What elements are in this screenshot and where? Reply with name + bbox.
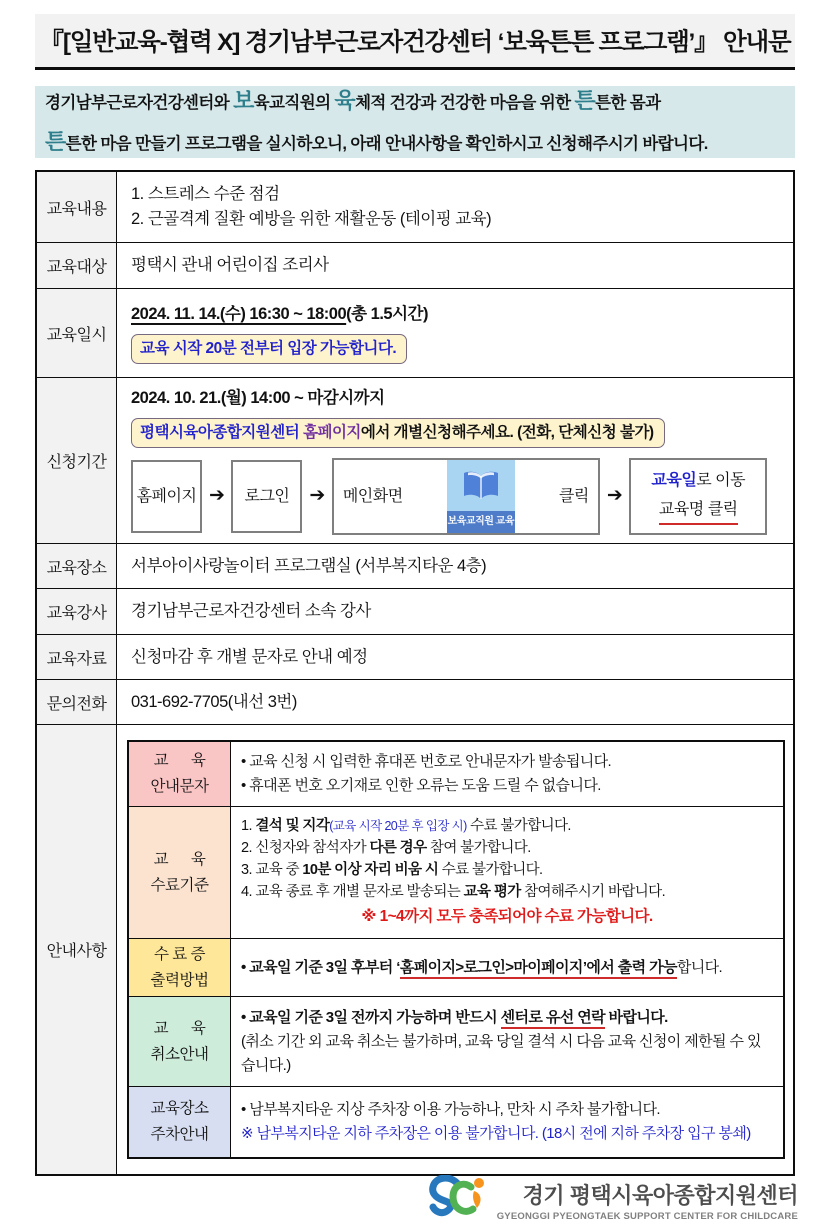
row-label: 문의전화 — [37, 680, 117, 724]
highlight-char: 보 — [233, 88, 254, 114]
highlight-char: 튼 — [45, 129, 66, 154]
row-body: 평택시 관내 어린이집 조리사 — [117, 243, 793, 288]
footer-center-name-english: GYEONGGI PYEONGTAEK SUPPORT CENTER FOR CHILDCARE — [496, 1211, 798, 1222]
row-body — [117, 725, 793, 1174]
intro-line-1: 경기남부근로자건강센터와 보육교직원의 육체적 건강과 건강한 마음을 위한 튼튼한 몸과 — [45, 88, 661, 114]
notice-body: • 남부복지타운 지상 주차장 이용 가능하나, 만차 시 주차 불가합니다. ※ 남부복지타운 지하 주차장은 이용 불가합니다. (18시 전에 지하 주차장 입구 봉쇄) — [241, 1101, 751, 1142]
row-phone — [37, 679, 793, 724]
course-move-line: 교육일로 이동 — [651, 471, 746, 489]
content-line-1: 1. 스트레스 수준 점검 — [131, 185, 280, 204]
row-edu-target — [37, 242, 793, 288]
row-edu-content — [37, 172, 793, 242]
notice-parking-row — [129, 1086, 783, 1157]
page-title-text: 『[일반교육-협력 X] 경기남부근로자건강센터 ‘보육튼튼 프로그램’』 안내문 — [39, 29, 791, 56]
footer-center-name: 경기 평택시육아종합지원센터 — [522, 1183, 798, 1208]
row-apply-period — [37, 377, 793, 543]
intro-banner — [35, 86, 795, 158]
edu-menu-tile — [447, 460, 515, 533]
arrow-right-icon: ➔ — [309, 485, 325, 507]
notice-label: 교육장소 주차안내 — [129, 1087, 231, 1157]
row-body: 신청마감 후 개별 문자로 안내 예정 — [117, 635, 793, 679]
notice-body: • 교육일 기준 3일 전까지 가능하며 반드시 센터로 유선 연락 바랍니다. (취소 기간 외 교육 취소는 불가하며, 교육 당일 결석 시 다음 교육 신청이 제한될 수 있습니다.) — [241, 1008, 761, 1074]
edu-date: 2024. 11. 14.(수) 16:30 ~ 18:00(총 1.5시간) — [131, 305, 428, 323]
mainscreen-label: 메인화면 — [342, 487, 403, 505]
row-label: 교육내용 — [37, 172, 117, 242]
row-edu-place — [37, 543, 793, 588]
row-body — [117, 378, 793, 543]
notice-label: 교 육 수료기준 — [129, 807, 231, 938]
center-logo-icon — [427, 1175, 489, 1226]
intro-line-2: 튼튼한 마음 만들기 프로그램을 실시하오니, 아래 안내사항을 확인하시고 신청해주시기 바랍니다. — [45, 129, 708, 154]
apply-flow-diagram — [131, 458, 783, 535]
row-label: 교육자료 — [37, 635, 117, 679]
row-body: 031-692-7705(내선 3번) — [117, 680, 793, 724]
arrow-right-icon: ➔ — [606, 485, 623, 507]
notice-completion-row — [129, 806, 783, 938]
open-book-icon — [447, 460, 515, 511]
arrow-right-icon: ➔ — [209, 485, 225, 507]
row-label: 안내사항 — [37, 725, 117, 1174]
row-body — [117, 289, 793, 377]
notice-body: • 교육 신청 시 입력한 휴대폰 번호로 안내문자가 발송됩니다. • 휴대폰 번호 오기재로 인한 오류는 도움 드릴 수 없습니다. — [241, 753, 612, 794]
highlight-char: 튼 — [574, 88, 596, 114]
notice-label: 교 육 안내문자 — [129, 742, 231, 806]
row-body — [117, 172, 793, 242]
notice-body: • 교육일 기준 3일 후부터 ‘홈페이지>로그인>마이페이지’에서 출력 가능합니다. — [231, 939, 783, 996]
row-label: 교육장소 — [37, 544, 117, 588]
notice-certificate-row — [129, 938, 783, 996]
apply-date: 2024. 10. 21.(월) 14:00 ~ 마감시까지 — [131, 389, 385, 407]
course-click-line: 교육명 클릭 — [659, 498, 738, 525]
notice-label: 수 료 증 출력방법 — [129, 939, 231, 996]
flow-step-login: 로그인 — [231, 460, 302, 533]
row-body: 경기남부근로자건강센터 소속 강사 — [117, 589, 793, 634]
info-table — [35, 170, 795, 1176]
row-edu-instructor — [37, 588, 793, 634]
apply-note-box: 평택시육아종합지원센터 홈페이지에서 개별신청해주세요. (전화, 단체신청 불가) — [131, 418, 665, 448]
content-line-2: 2. 근골격계 질환 예방을 위한 재활운동 (테이핑 교육) — [131, 210, 492, 228]
highlight-char: 육 — [334, 88, 356, 114]
footer — [427, 1175, 798, 1226]
flow-step-homepage: 홈페이지 — [131, 460, 202, 533]
row-notices — [37, 724, 793, 1174]
page-title — [35, 14, 795, 70]
click-label: 클릭 — [558, 487, 589, 505]
flow-step-mainscreen — [332, 458, 600, 535]
tile-caption: 보육교직원 교육 — [447, 511, 515, 533]
completion-footnote: ※ 1~4까지 모두 충족되어야 수료 가능합니다. — [361, 908, 653, 926]
notice-body: 1. 결석 및 지각(교육 시작 20분 후 입장 시) 수료 불가합니다. 2. 신청자와 참석자가 다른 경우 참여 불가합니다. 3. 교육 중 10분 이상 자리 비움 시 수료 불가합니다. 4. 교육 종료 후 개별 문자로 발송되는 교육 평가 참여해주시기 바랍니다. ※ 1~4까지 모두 충족되어야 수료 가능합니다. — [231, 807, 783, 938]
entry-note-box: 교육 시작 20분 전부터 입장 가능합니다. — [131, 334, 407, 364]
row-label: 교육강사 — [37, 589, 117, 634]
row-label: 교육일시 — [37, 289, 117, 377]
row-label: 교육대상 — [37, 243, 117, 288]
notice-label: 교 육 취소안내 — [129, 997, 231, 1086]
row-label: 신청기간 — [37, 378, 117, 543]
flow-step-course — [629, 458, 767, 535]
row-edu-datetime — [37, 288, 793, 377]
row-edu-materials — [37, 634, 793, 679]
notices-table — [127, 740, 785, 1159]
notice-cancel-row — [129, 996, 783, 1086]
notice-sms-row — [129, 742, 783, 806]
row-body: 서부아이사랑놀이터 프로그램실 (서부복지타운 4층) — [117, 544, 793, 588]
